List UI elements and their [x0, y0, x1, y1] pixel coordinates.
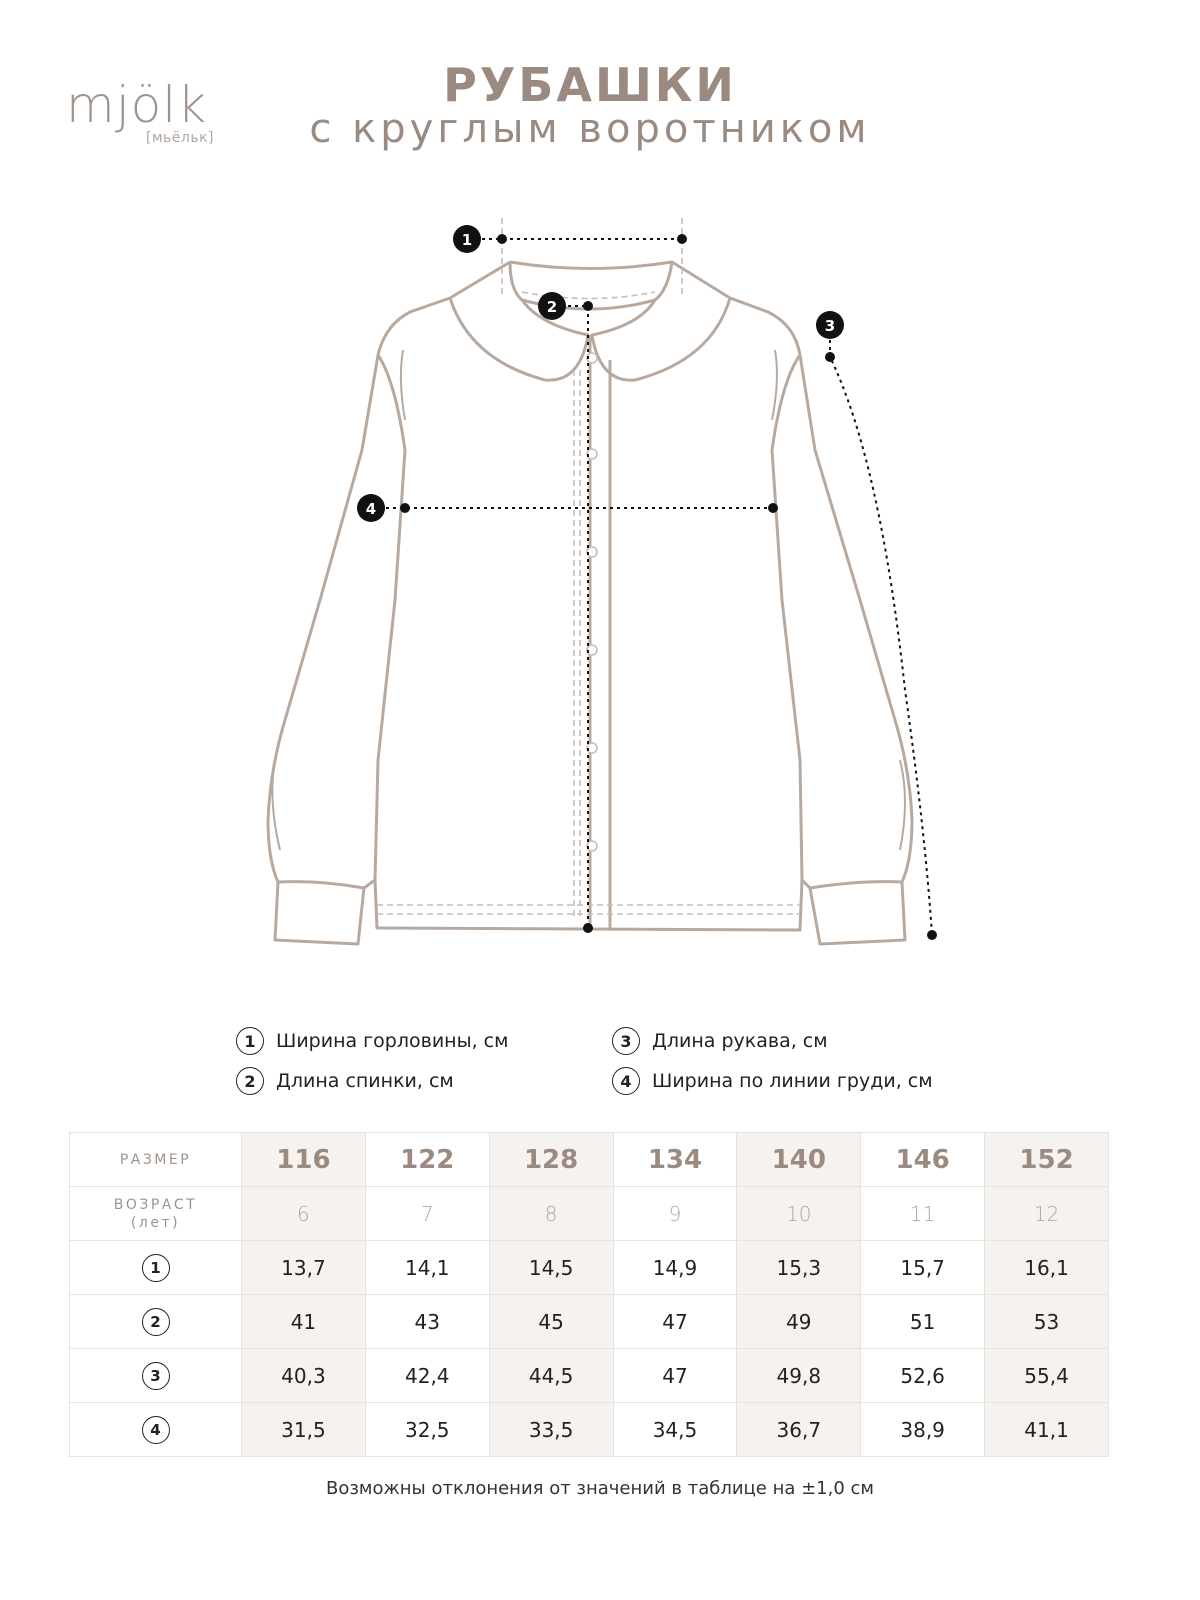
measure-number: 1: [142, 1254, 170, 1282]
row-label: [70, 1349, 242, 1403]
value-cell: 41: [242, 1295, 366, 1349]
value-cell: 49: [737, 1295, 861, 1349]
size-cell: 116: [242, 1133, 366, 1187]
age-label: ВОЗРАСТ: [113, 1196, 198, 1213]
legend-item-back-length: [236, 1066, 454, 1096]
value-cell: 40,3: [242, 1349, 366, 1403]
measure-number: 4: [142, 1416, 170, 1444]
value-cell: 43: [365, 1295, 489, 1349]
value-cell: 15,7: [861, 1241, 985, 1295]
size-cell: 128: [489, 1133, 613, 1187]
right-side-seam: [772, 355, 802, 880]
value-cell: 16,1: [985, 1241, 1109, 1295]
page-title: РУБАШКИ: [443, 58, 737, 112]
age-cell: 6: [242, 1187, 366, 1241]
row-label: [70, 1241, 242, 1295]
value-cell: 47: [613, 1349, 737, 1403]
collar-right: [592, 298, 730, 380]
table-row-measure-3: [70, 1349, 1109, 1403]
age-cell: 11: [861, 1187, 985, 1241]
value-cell: 31,5: [242, 1403, 366, 1457]
legend-label: Ширина по линии груди, см: [652, 1070, 933, 1092]
value-cell: 38,9: [861, 1403, 985, 1457]
measurement-legend: [236, 1026, 996, 1106]
size-cell: 134: [613, 1133, 737, 1187]
size-cell: 146: [861, 1133, 985, 1187]
legend-number: 4: [612, 1067, 640, 1095]
table-row-age: [70, 1187, 1109, 1241]
row-label: [70, 1403, 242, 1457]
row-label: [70, 1295, 242, 1349]
age-cell: 10: [737, 1187, 861, 1241]
legend-number: 1: [236, 1027, 264, 1055]
table-row-measure-1: [70, 1241, 1109, 1295]
marker-1-label: 1: [461, 231, 473, 249]
measure-number: 2: [142, 1308, 170, 1336]
value-cell: 36,7: [737, 1403, 861, 1457]
value-cell: 32,5: [365, 1403, 489, 1457]
placket: [590, 335, 610, 928]
collar-left: [450, 298, 588, 380]
value-cell: 14,5: [489, 1241, 613, 1295]
value-cell: 13,7: [242, 1241, 366, 1295]
legend-label: Длина рукава, см: [652, 1030, 828, 1052]
value-cell: 47: [613, 1295, 737, 1349]
value-cell: 49,8: [737, 1349, 861, 1403]
size-header: РАЗМЕР: [70, 1133, 242, 1187]
marker-4-label: 4: [365, 500, 377, 518]
shirt-diagram: [0, 180, 1200, 980]
brand-subtitle: [мьёльк]: [146, 130, 215, 146]
back-length-line: [568, 306, 588, 928]
page-subtitle: с круглым воротником: [309, 106, 871, 152]
marker-2-label: 2: [546, 298, 558, 316]
value-cell: 44,5: [489, 1349, 613, 1403]
value-cell: 55,4: [985, 1349, 1109, 1403]
size-cell: 140: [737, 1133, 861, 1187]
footnote: Возможны отклонения от значений в таблице на ±1,0 см: [326, 1478, 874, 1499]
collar-back: [510, 262, 672, 309]
brand-name: mjölk: [66, 76, 208, 134]
size-table: [69, 1132, 1109, 1457]
value-cell: 34,5: [613, 1403, 737, 1457]
value-cell: 15,3: [737, 1241, 861, 1295]
age-cell: 7: [365, 1187, 489, 1241]
value-cell: 51: [861, 1295, 985, 1349]
value-cell: 45: [489, 1295, 613, 1349]
right-cuff: [810, 882, 902, 888]
table-row-size: [70, 1133, 1109, 1187]
legend-item-chest-width: [612, 1066, 933, 1096]
value-cell: 14,1: [365, 1241, 489, 1295]
measure-number: 3: [142, 1362, 170, 1390]
size-cell: 122: [365, 1133, 489, 1187]
sleeve-length-line: [830, 340, 932, 935]
value-cell: 14,9: [613, 1241, 737, 1295]
left-cuff: [278, 882, 364, 888]
age-cell: 12: [985, 1187, 1109, 1241]
table-row-measure-4: [70, 1403, 1109, 1457]
age-header: [70, 1187, 242, 1241]
brand-logo: [66, 76, 226, 146]
size-cell: 152: [985, 1133, 1109, 1187]
left-side-seam: [375, 355, 405, 880]
legend-number: 3: [612, 1027, 640, 1055]
legend-item-neck-width: [236, 1026, 508, 1056]
value-cell: 41,1: [985, 1403, 1109, 1457]
age-cell: 9: [613, 1187, 737, 1241]
legend-label: Длина спинки, см: [276, 1070, 454, 1092]
table-row-measure-2: [70, 1295, 1109, 1349]
value-cell: 42,4: [365, 1349, 489, 1403]
legend-item-sleeve-length: [612, 1026, 828, 1056]
value-cell: 53: [985, 1295, 1109, 1349]
marker-3-label: 3: [824, 317, 836, 335]
age-cell: 8: [489, 1187, 613, 1241]
legend-number: 2: [236, 1067, 264, 1095]
value-cell: 52,6: [861, 1349, 985, 1403]
value-cell: 33,5: [489, 1403, 613, 1457]
age-unit: (лет): [130, 1214, 181, 1231]
legend-label: Ширина горловины, см: [276, 1030, 509, 1052]
